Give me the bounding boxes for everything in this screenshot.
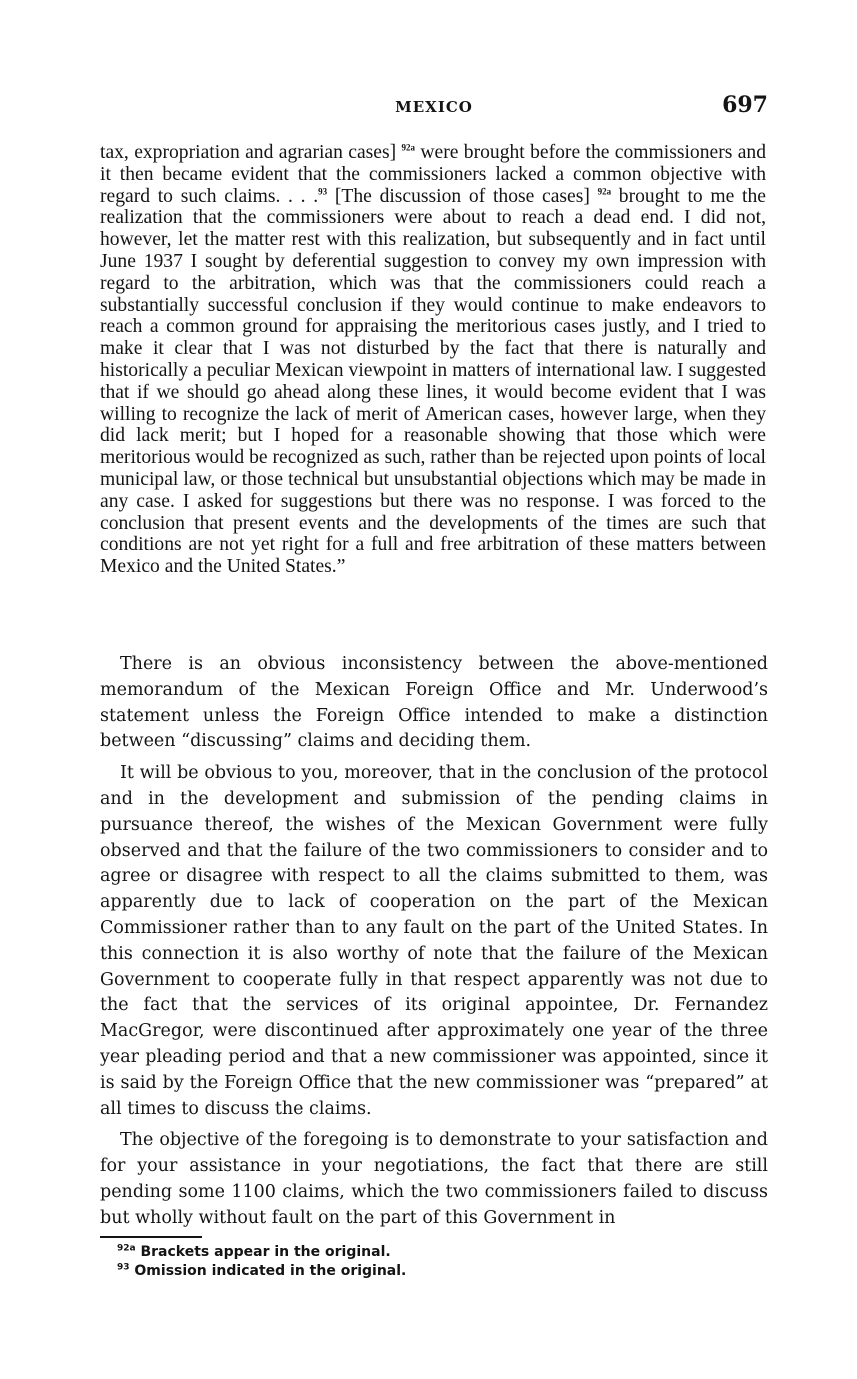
footnote-reference: 92a [401, 142, 416, 153]
footnote-text: Omission indicated in the original. [129, 1263, 407, 1279]
footnote-reference: 92a [597, 186, 612, 197]
footnote-text: Brackets appear in the original. [135, 1244, 391, 1260]
footnote [117, 1262, 757, 1281]
page-number: 697 [722, 92, 768, 118]
paragraph: There is an obvious inconsistency between the above-mentioned memorandum of the Mexican Foreign Office and Mr. Underwood’s statement unless the Foreign Office intended to make a distinction between “discussing” claims and deciding them. [100, 654, 768, 752]
quote-text: were brought before the commissioners and it then became evident that the commissioners lacked a common objective with regard to such claims. . . . [100, 142, 766, 207]
quote-text: [The discussion of those cases] [327, 185, 598, 207]
footnotes [117, 1243, 757, 1281]
footnote-divider [100, 1236, 202, 1238]
paragraph: The objective of the foregoing is to demonstrate to your satisfaction and for your assistance in your negotiations, the fact that there are still pending some 1100 claims, which the two commissioners failed to discuss but wholly without fault on the part of this Government in [100, 1130, 768, 1228]
body-text [100, 652, 768, 1238]
quoted-memorandum [100, 142, 766, 578]
quote-text: brought to me the realization that the commissioners were about to reach a dead end. I did not, however, let the matter rest with this realization, but subsequently and in fact until June 1937 I sought by deferential suggestion to convey my own impression with regard to the arbitration, which was that the commissioners could reach a substantially successful conclusion if they would continue to make endeavors to reach a common ground for appraising the meritorious cases justly, and I tried to make it clear that I was not disturbed by the fact that there is naturally and historically a peculiar Mexican viewpoint in matters of international law. I suggested that if we should go ahead along these lines, it would become evident that I was willing to recognize the lack of merit of American cases, however large, when they did lack merit; but I hoped for a reasonable showing that those which were meritorious would be recognized as such, rather than be rejected upon points of local municipal law, or those technical but unsubstantial objections which may be made in any case. I asked for suggestions but there was no response. I was forced to the conclusion that present events and the developments of the times are such that conditions are not yet right for a full and free arbitration of these matters between Mexico and the United States.” [100, 185, 766, 578]
footnote-reference: 93 [318, 186, 328, 197]
quote-text: tax, expropriation and agrarian cases] [100, 142, 402, 163]
paragraph: It will be obvious to you, moreover, that in the conclusion of the protocol and in the development and submission of the pending claims in pursuance thereof, the wishes of the Mexican Government were fully observed and that the failure of the two commissioners to consider and to agree or disagree with respect to all the claims submitted to them, was apparently due to lack of cooperation on the part of the Mexican Commissioner rather than to any fault on the part of the United States. In this connection it is also worthy of note that the failure of the Mexican Government to cooperate fully in that respect apparently was not due to the fact that the services of its original appointee, Dr. Fernandez MacGregor, were discontinued after approximately one year of the three year pleading period and that a new commissioner was appointed, since it is said by the Foreign Office that the new commissioner was “prepared” at all times to discuss the claims. [100, 763, 768, 1119]
footnote-mark: 93 [117, 1262, 130, 1273]
page-header [100, 92, 768, 122]
footnote [117, 1243, 757, 1262]
running-title: MEXICO [395, 98, 473, 116]
footnote-mark: 92a [117, 1243, 136, 1254]
